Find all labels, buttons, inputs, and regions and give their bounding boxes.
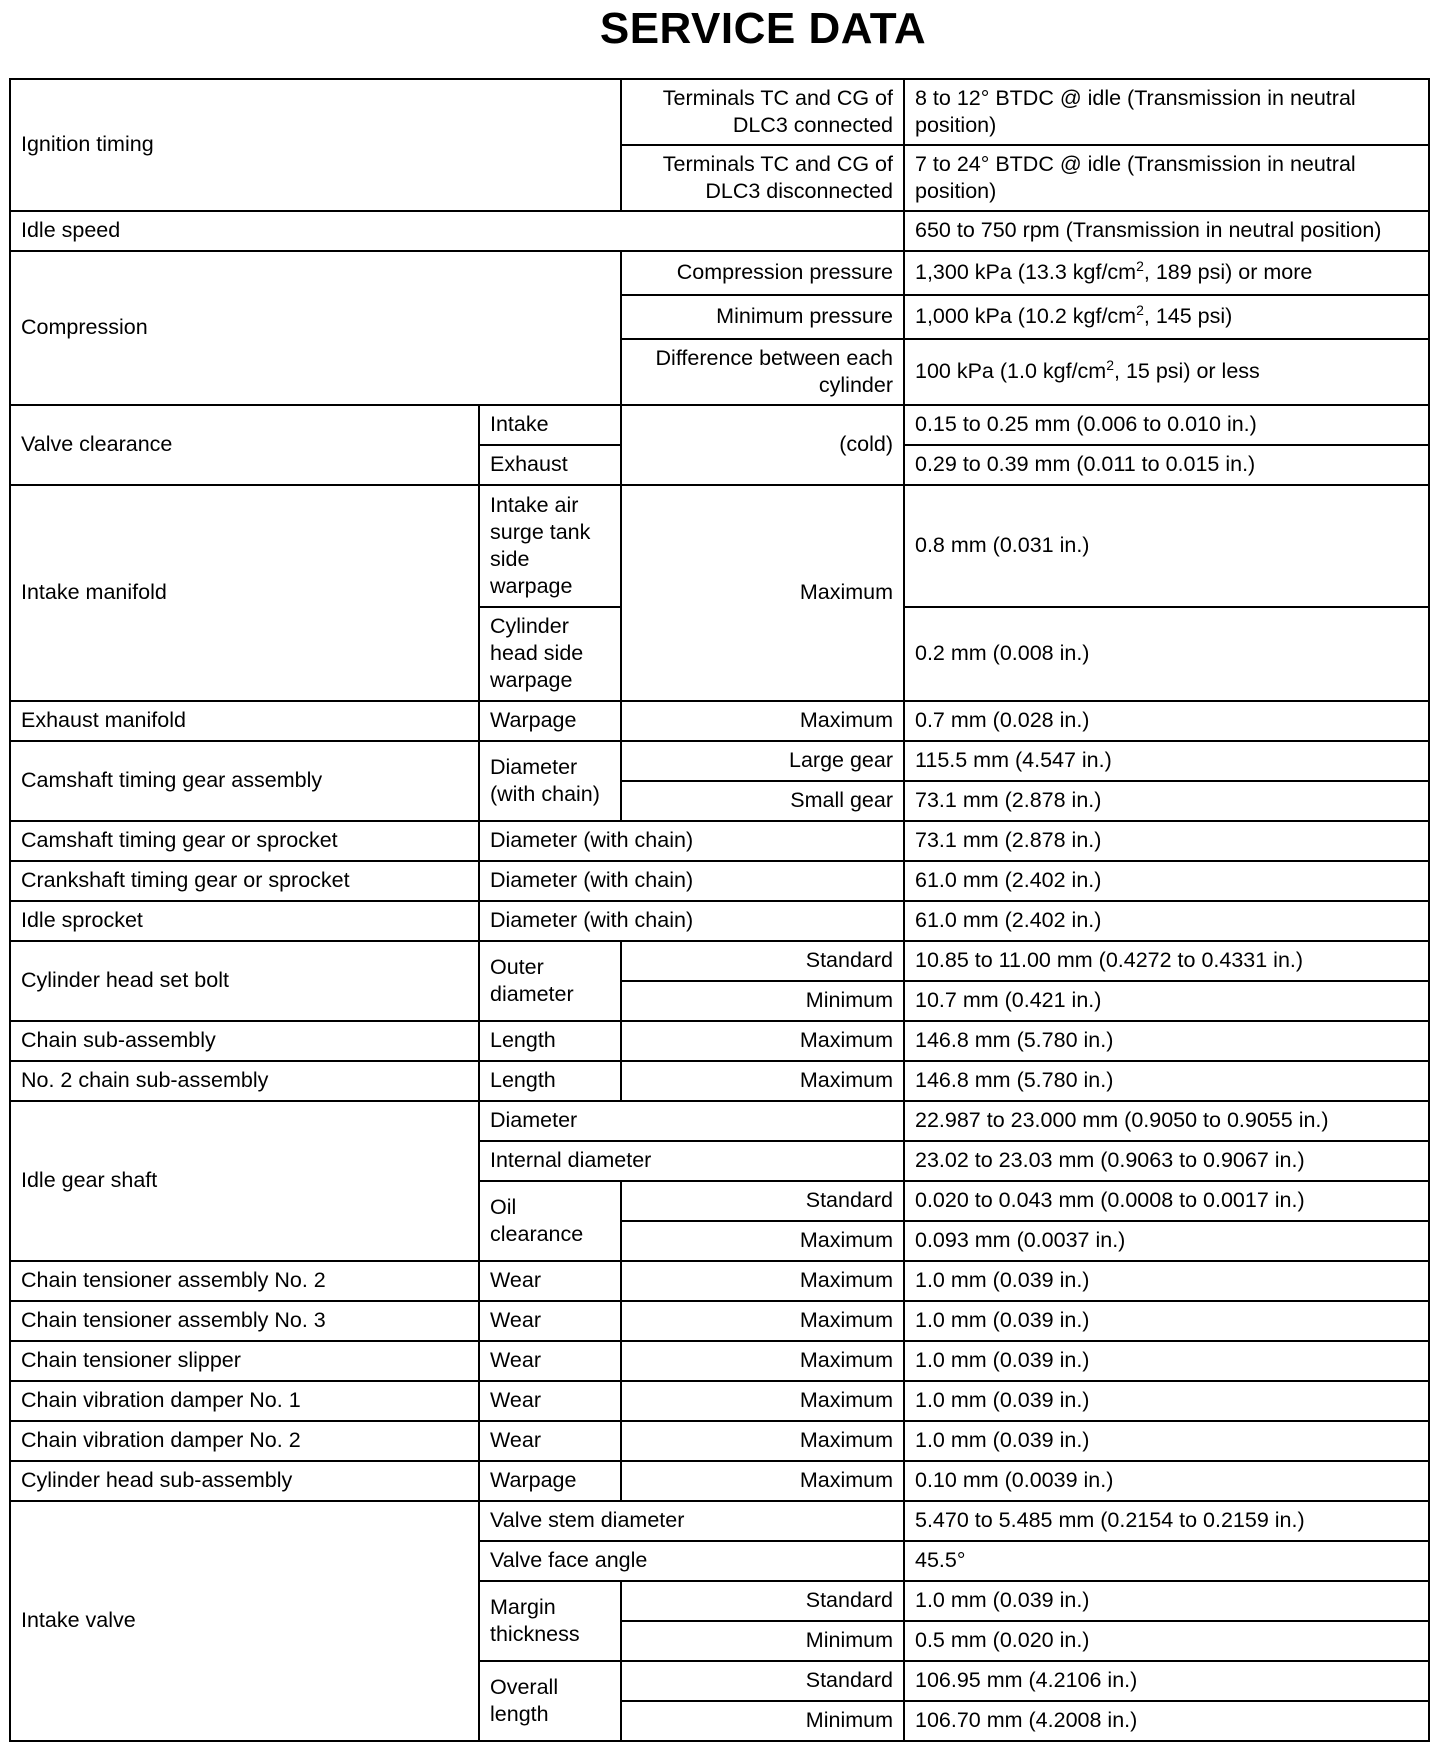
value-cell: 1.0 mm (0.039 in.) (904, 1421, 1429, 1461)
sub-item-cell: Outer diameter (479, 941, 621, 1021)
value-cell: 61.0 mm (2.402 in.) (904, 901, 1429, 941)
table-row (10, 251, 1429, 295)
condition-cell: Difference between each cylinder (621, 339, 904, 405)
value-cell: 73.1 mm (2.878 in.) (904, 781, 1429, 821)
condition-cell: Maximum (621, 1461, 904, 1501)
table-row (10, 79, 1429, 145)
condition-cell: Maximum (621, 1061, 904, 1101)
item-label: Chain tensioner assembly No. 3 (10, 1301, 479, 1341)
value-cell: 0.10 mm (0.0039 in.) (904, 1461, 1429, 1501)
value-cell: 8 to 12° BTDC @ idle (Transmission in neutral position) (904, 79, 1429, 145)
sub-item-cell: Oil clearance (479, 1181, 621, 1261)
condition-cell: Standard (621, 941, 904, 981)
item-label: Idle gear shaft (10, 1101, 479, 1261)
sub-item-cell: Length (479, 1021, 621, 1061)
item-label: Exhaust manifold (10, 701, 479, 741)
value-cell: 650 to 750 rpm (Transmission in neutral position) (904, 211, 1429, 251)
table-row (10, 1381, 1429, 1421)
item-label: Chain vibration damper No. 1 (10, 1381, 479, 1421)
item-label: Intake manifold (10, 485, 479, 701)
value-cell: 0.29 to 0.39 mm (0.011 to 0.015 in.) (904, 445, 1429, 485)
table-row (10, 1061, 1429, 1101)
sub-item-cell: Exhaust (479, 445, 621, 485)
value-cell: 22.987 to 23.000 mm (0.9050 to 0.9055 in.) (904, 1101, 1429, 1141)
table-row (10, 405, 1429, 445)
value-cell: 5.470 to 5.485 mm (0.2154 to 0.2159 in.) (904, 1501, 1429, 1541)
value-cell: 0.5 mm (0.020 in.) (904, 1621, 1429, 1661)
table-row (10, 861, 1429, 901)
table-row (10, 1461, 1429, 1501)
item-label: Camshaft timing gear or sprocket (10, 821, 479, 861)
value-text: , 189 psi) or more (1143, 260, 1313, 284)
condition-cell: (cold) (621, 405, 904, 485)
sub-item-cell: Internal diameter (479, 1141, 904, 1181)
value-cell: 146.8 mm (5.780 in.) (904, 1061, 1429, 1101)
table-row (10, 901, 1429, 941)
item-label: Chain vibration damper No. 2 (10, 1421, 479, 1461)
table-row (10, 1501, 1429, 1541)
table-row (10, 701, 1429, 741)
condition-cell: Compression pressure (621, 251, 904, 295)
condition-cell: Small gear (621, 781, 904, 821)
sub-item-cell: Wear (479, 1341, 621, 1381)
table-row (10, 1261, 1429, 1301)
value-cell (904, 251, 1429, 295)
superscript: 2 (1136, 301, 1144, 318)
item-label: Cylinder head sub-assembly (10, 1461, 479, 1501)
table-row (10, 485, 1429, 607)
condition-cell: Maximum (621, 1421, 904, 1461)
condition-cell: Minimum pressure (621, 295, 904, 339)
table-row (10, 1421, 1429, 1461)
value-cell: 10.85 to 11.00 mm (0.4272 to 0.4331 in.) (904, 941, 1429, 981)
value-cell: 23.02 to 23.03 mm (0.9063 to 0.9067 in.) (904, 1141, 1429, 1181)
item-label: Chain tensioner slipper (10, 1341, 479, 1381)
sub-item-cell: Warpage (479, 1461, 621, 1501)
value-text: , 15 psi) or less (1114, 359, 1260, 383)
condition-cell: Maximum (621, 1381, 904, 1421)
sub-item-cell: Wear (479, 1301, 621, 1341)
sub-item-cell: Wear (479, 1261, 621, 1301)
value-text: 1,000 kPa (10.2 kgf/cm (915, 304, 1137, 328)
value-cell: 61.0 mm (2.402 in.) (904, 861, 1429, 901)
item-label: Valve clearance (10, 405, 479, 485)
table-row (10, 211, 1429, 251)
condition-cell: Maximum (621, 1341, 904, 1381)
value-cell: 1.0 mm (0.039 in.) (904, 1581, 1429, 1621)
superscript: 2 (1106, 356, 1114, 373)
sub-item-cell: Warpage (479, 701, 621, 741)
sub-item-cell: Cylinder head side warpage (479, 607, 621, 701)
condition-cell: Terminals TC and CG of DLC3 connected (621, 79, 904, 145)
item-label: Idle sprocket (10, 901, 479, 941)
value-cell: 1.0 mm (0.039 in.) (904, 1261, 1429, 1301)
table-row (10, 1301, 1429, 1341)
value-cell: 1.0 mm (0.039 in.) (904, 1381, 1429, 1421)
condition-cell: Maximum (621, 1261, 904, 1301)
condition-cell: Standard (621, 1581, 904, 1621)
condition-cell: Minimum (621, 1621, 904, 1661)
value-cell: 1.0 mm (0.039 in.) (904, 1341, 1429, 1381)
table-row (10, 941, 1429, 981)
item-label: Cylinder head set bolt (10, 941, 479, 1021)
item-label: Intake valve (10, 1501, 479, 1741)
sub-item-cell: Wear (479, 1381, 621, 1421)
item-label: Compression (10, 251, 621, 405)
sub-item-cell: Overall length (479, 1661, 621, 1741)
sub-item-cell: Intake (479, 405, 621, 445)
page-title: SERVICE DATA (599, 4, 927, 53)
item-label: Camshaft timing gear assembly (10, 741, 479, 821)
condition-cell: Large gear (621, 741, 904, 781)
item-label: Crankshaft timing gear or sprocket (10, 861, 479, 901)
value-cell: 1.0 mm (0.039 in.) (904, 1301, 1429, 1341)
table-row (10, 741, 1429, 781)
sub-item-cell: Diameter (479, 1101, 904, 1141)
table-row (10, 1101, 1429, 1141)
item-label: Ignition timing (10, 79, 621, 211)
condition-cell: Standard (621, 1181, 904, 1221)
superscript: 2 (1136, 257, 1144, 274)
condition-cell: Maximum (621, 1021, 904, 1061)
value-cell: 0.2 mm (0.008 in.) (904, 607, 1429, 701)
table-row (10, 1021, 1429, 1061)
value-cell: 0.020 to 0.043 mm (0.0008 to 0.0017 in.) (904, 1181, 1429, 1221)
value-cell: 0.8 mm (0.031 in.) (904, 485, 1429, 607)
value-cell: 0.15 to 0.25 mm (0.006 to 0.010 in.) (904, 405, 1429, 445)
condition-cell: Terminals TC and CG of DLC3 disconnected (621, 145, 904, 211)
value-cell: 7 to 24° BTDC @ idle (Transmission in neutral position) (904, 145, 1429, 211)
sub-item-cell: Diameter (with chain) (479, 741, 621, 821)
sub-item-cell: Length (479, 1061, 621, 1101)
condition-cell: Maximum (621, 1221, 904, 1261)
condition-cell: Minimum (621, 981, 904, 1021)
value-cell: 0.093 mm (0.0037 in.) (904, 1221, 1429, 1261)
value-text: 1,300 kPa (13.3 kgf/cm (915, 260, 1137, 284)
item-label: Idle speed (10, 211, 904, 251)
condition-cell: Minimum (621, 1701, 904, 1741)
table-row (10, 821, 1429, 861)
sub-item-cell: Diameter (with chain) (479, 861, 904, 901)
service-data-table (9, 78, 1430, 1742)
sub-item-cell: Valve face angle (479, 1541, 904, 1581)
value-cell: 146.8 mm (5.780 in.) (904, 1021, 1429, 1061)
condition-cell: Maximum (621, 1301, 904, 1341)
value-cell: 106.70 mm (4.2008 in.) (904, 1701, 1429, 1741)
value-cell: 0.7 mm (0.028 in.) (904, 701, 1429, 741)
value-cell (904, 339, 1429, 405)
table-row (10, 1341, 1429, 1381)
sub-item-cell: Valve stem diameter (479, 1501, 904, 1541)
value-text: 100 kPa (1.0 kgf/cm (915, 359, 1107, 383)
value-text: , 145 psi) (1143, 304, 1233, 328)
condition-cell: Standard (621, 1661, 904, 1701)
value-cell: 45.5° (904, 1541, 1429, 1581)
value-cell: 10.7 mm (0.421 in.) (904, 981, 1429, 1021)
item-label: No. 2 chain sub-assembly (10, 1061, 479, 1101)
value-cell: 106.95 mm (4.2106 in.) (904, 1661, 1429, 1701)
sub-item-cell: Margin thickness (479, 1581, 621, 1661)
item-label: Chain tensioner assembly No. 2 (10, 1261, 479, 1301)
condition-cell: Maximum (621, 485, 904, 701)
sub-item-cell: Wear (479, 1421, 621, 1461)
value-cell: 115.5 mm (4.547 in.) (904, 741, 1429, 781)
sub-item-cell: Diameter (with chain) (479, 821, 904, 861)
value-cell (904, 295, 1429, 339)
sub-item-cell: Intake air surge tank side warpage (479, 485, 621, 607)
item-label: Chain sub-assembly (10, 1021, 479, 1061)
sub-item-cell: Diameter (with chain) (479, 901, 904, 941)
value-cell: 73.1 mm (2.878 in.) (904, 821, 1429, 861)
condition-cell: Maximum (621, 701, 904, 741)
